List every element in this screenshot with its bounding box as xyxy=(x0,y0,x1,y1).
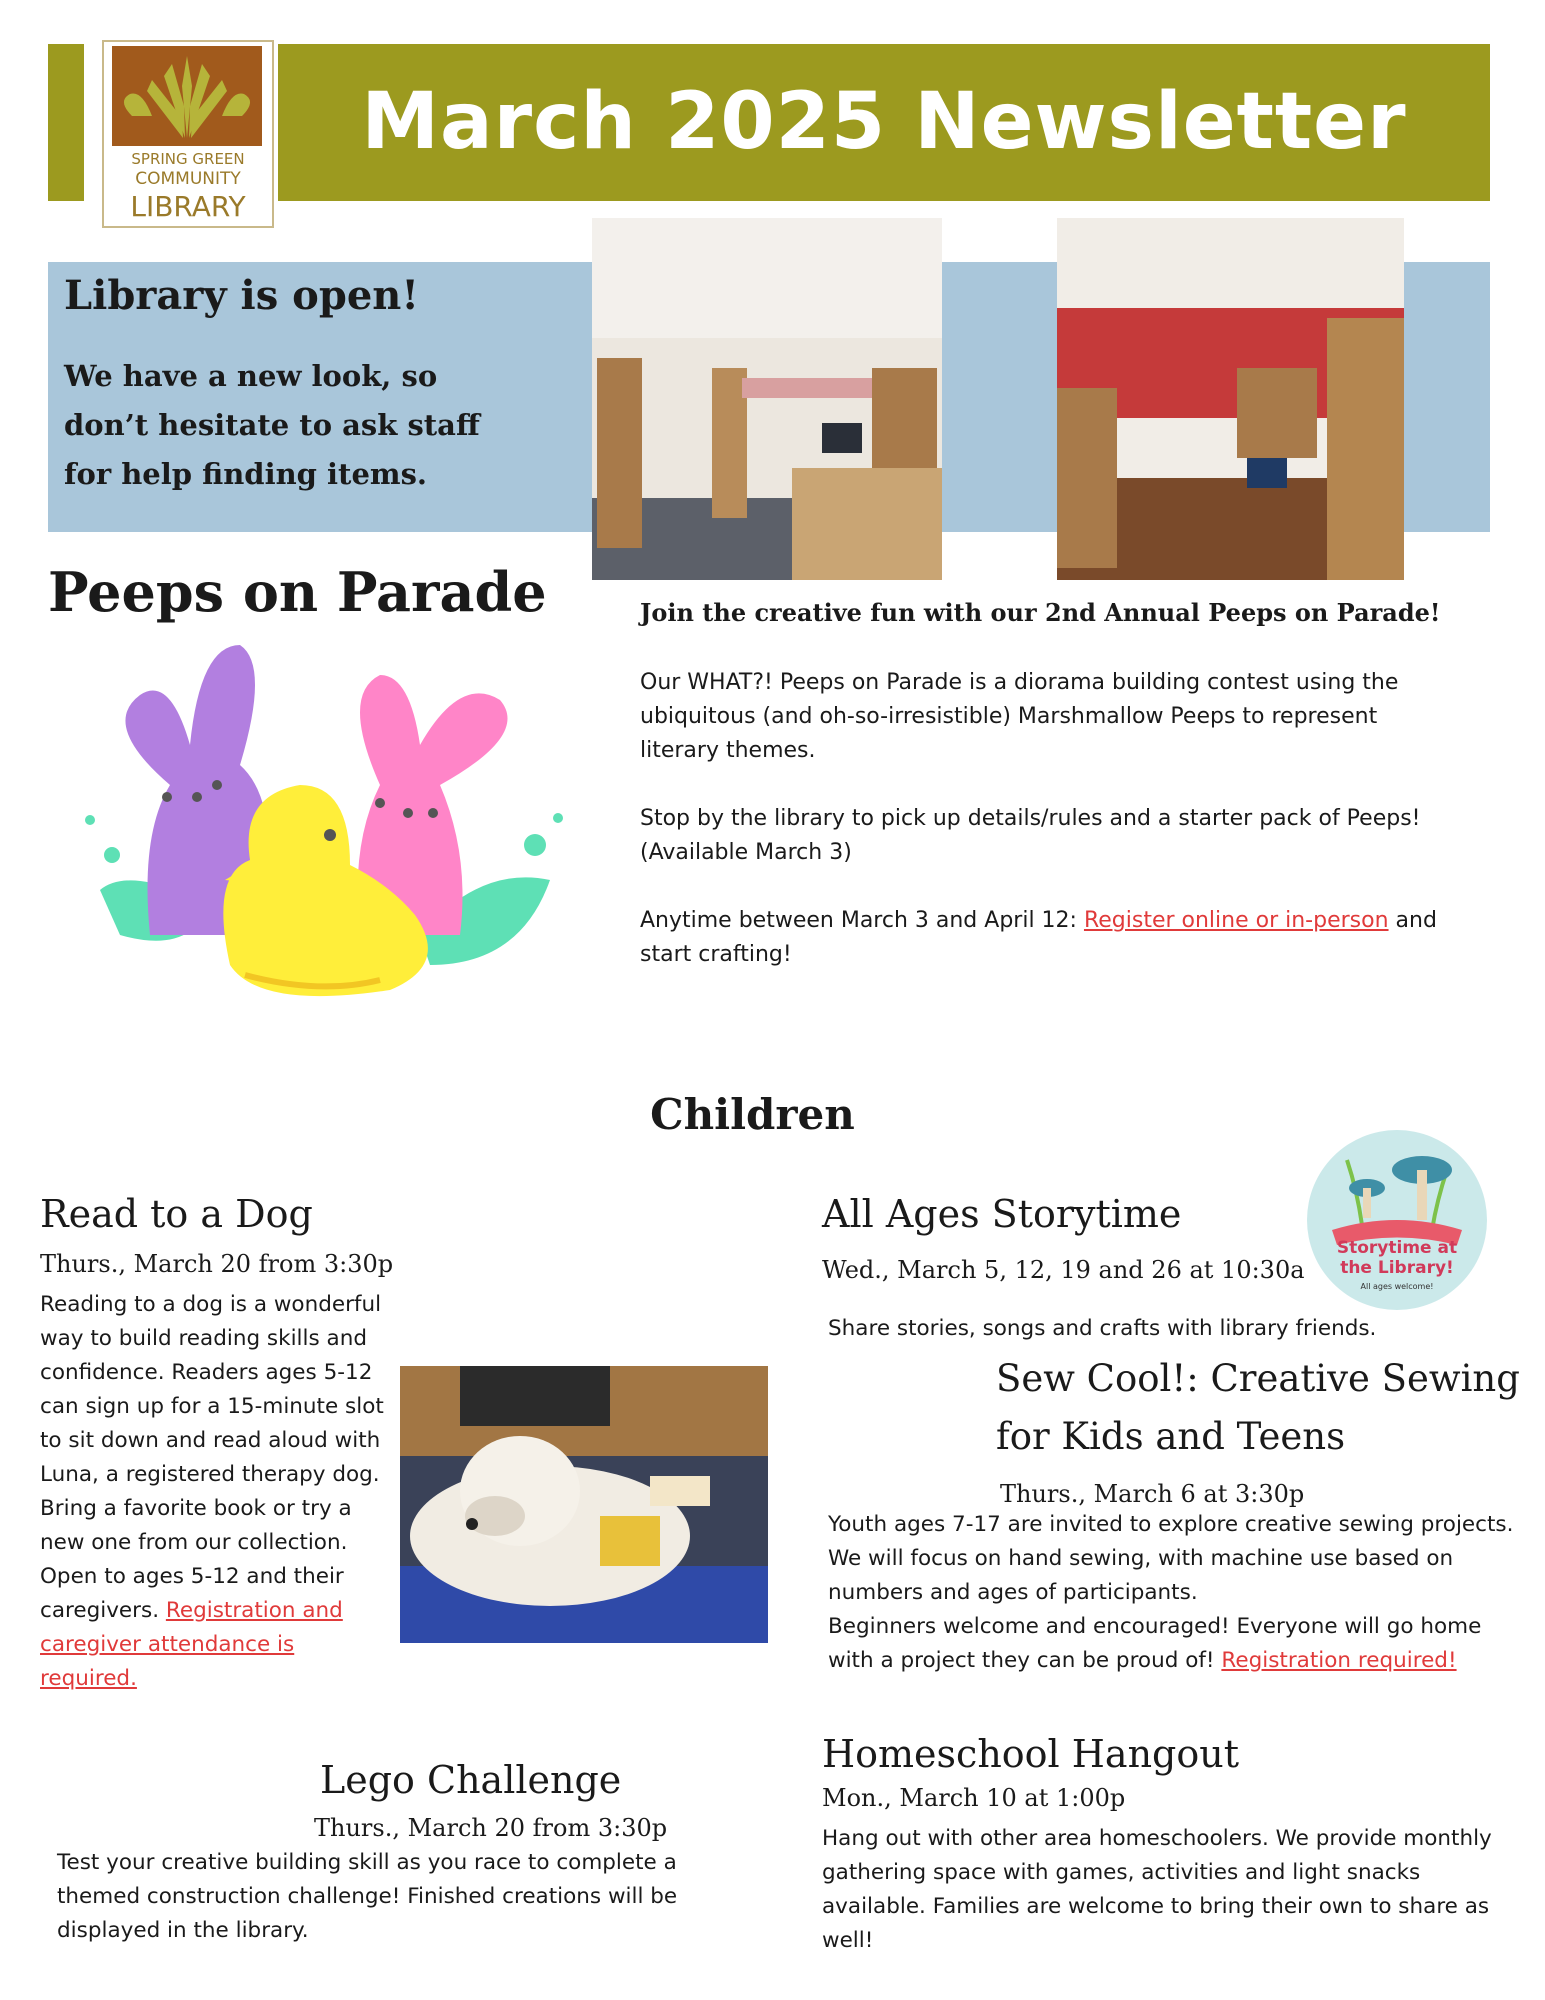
library-open-text: We have a new look, so don’t hesitate to ask staff for help finding items. xyxy=(64,359,480,491)
badge-line1: Storytime at xyxy=(1336,1238,1458,1258)
sew-cool-text-2 xyxy=(828,1610,1528,1678)
library-logo xyxy=(102,40,274,228)
peeps-register-link[interactable]: Register online or in-person xyxy=(1083,908,1389,933)
logo-line2: COMMUNITY xyxy=(135,169,241,189)
badge-small-text: All ages welcome! xyxy=(1360,1282,1434,1291)
sew-cool-title xyxy=(996,1350,1520,1466)
homeschool-title: Homeschool Hangout xyxy=(822,1732,1239,1776)
sew-cool-date: Thurs., March 6 at 3:30p xyxy=(1000,1480,1305,1508)
sew-cool-text: Youth ages 7-17 are invited to explore creative sewing projects. We will focus on hand sewing, with machine use based on numbers and ages of participants. xyxy=(828,1512,1514,1605)
badge-line2: the Library! xyxy=(1340,1258,1454,1278)
sew-cool-title-line1: Sew Cool!: Creative Sewing xyxy=(996,1357,1520,1400)
sew-cool-title-line2: for Kids and Teens xyxy=(996,1415,1346,1458)
storytime-badge xyxy=(1307,1130,1487,1310)
storytime-title: All Ages Storytime xyxy=(822,1192,1182,1236)
read-to-dog-text xyxy=(40,1288,390,1696)
logo-accent-bar xyxy=(48,44,84,201)
peeps-register-prefix: Anytime between March 3 and April 12: xyxy=(640,908,1084,933)
title-banner xyxy=(278,44,1490,201)
sew-cool-encouragement: Beginners welcome and encouraged! Everyone will go home with a project they can be proud of! xyxy=(828,1614,1482,1673)
storytime-date: Wed., March 5, 12, 19 and 26 at 10:30a xyxy=(822,1256,1305,1284)
read-to-dog-date: Thurs., March 20 from 3:30p xyxy=(40,1250,394,1278)
therapy-dog-photo xyxy=(400,1366,768,1643)
logo-line3: LIBRARY xyxy=(130,190,246,223)
read-to-dog-title: Read to a Dog xyxy=(40,1192,313,1236)
lego-challenge-title: Lego Challenge xyxy=(320,1758,622,1802)
library-open-heading: Library is open! xyxy=(64,272,419,319)
peeps-headline: Join the creative fun with our 2nd Annual Peeps on Parade! xyxy=(640,598,1441,627)
peeps-illustration xyxy=(60,635,580,1025)
lego-challenge-text: Test your creative building skill as you race to complete a themed construction challenge! Finished creations will be displayed in the library. xyxy=(57,1850,678,1943)
peeps-paragraph-1: Our WHAT?! Peeps on Parade is a diorama building contest using the ubiquitous (and oh-so-irresistible) Marshmallow Peeps to represent literary themes. xyxy=(640,670,1399,763)
logo-emblem xyxy=(112,46,262,146)
logo-line1: SPRING GREEN xyxy=(131,150,245,168)
library-interior-photo-1 xyxy=(592,218,942,580)
library-interior-photo-2 xyxy=(1057,218,1404,580)
peeps-section-title: Peeps on Parade xyxy=(48,560,547,624)
lego-challenge-date: Thurs., March 20 from 3:30p xyxy=(314,1814,668,1842)
peeps-paragraph-2: Stop by the library to pick up details/rules and a starter pack of Peeps! (Available March 3) xyxy=(640,806,1421,865)
homeschool-date: Mon., March 10 at 1:00p xyxy=(822,1784,1126,1812)
children-heading: Children xyxy=(650,1090,855,1139)
peeps-register-suffix: and start crafting! xyxy=(640,908,1437,967)
read-to-dog-description: Reading to a dog is a wonderful way to build reading skills and confidence. Readers ages 5-12 can sign up for a 15-minute slot to sit down and read aloud with Luna, a registered therapy dog. Bring a favorite book or try a new one from our collection. Open to ages 5-12 and their caregivers. xyxy=(40,1292,384,1623)
read-to-dog-registration-link[interactable]: Registration and caregiver attendance is required. xyxy=(40,1598,343,1691)
newsletter-title: March 2025 Newsletter xyxy=(361,77,1407,167)
storytime-text: Share stories, songs and crafts with library friends. xyxy=(828,1316,1377,1341)
sew-cool-registration-link[interactable]: Registration required! xyxy=(1221,1648,1457,1673)
homeschool-text: Hang out with other area homeschoolers. We provide monthly gathering space with games, activities and light snacks available. Families are welcome to bring their own to share as well! xyxy=(822,1826,1492,1953)
peeps-paragraph-3 xyxy=(640,904,1460,972)
